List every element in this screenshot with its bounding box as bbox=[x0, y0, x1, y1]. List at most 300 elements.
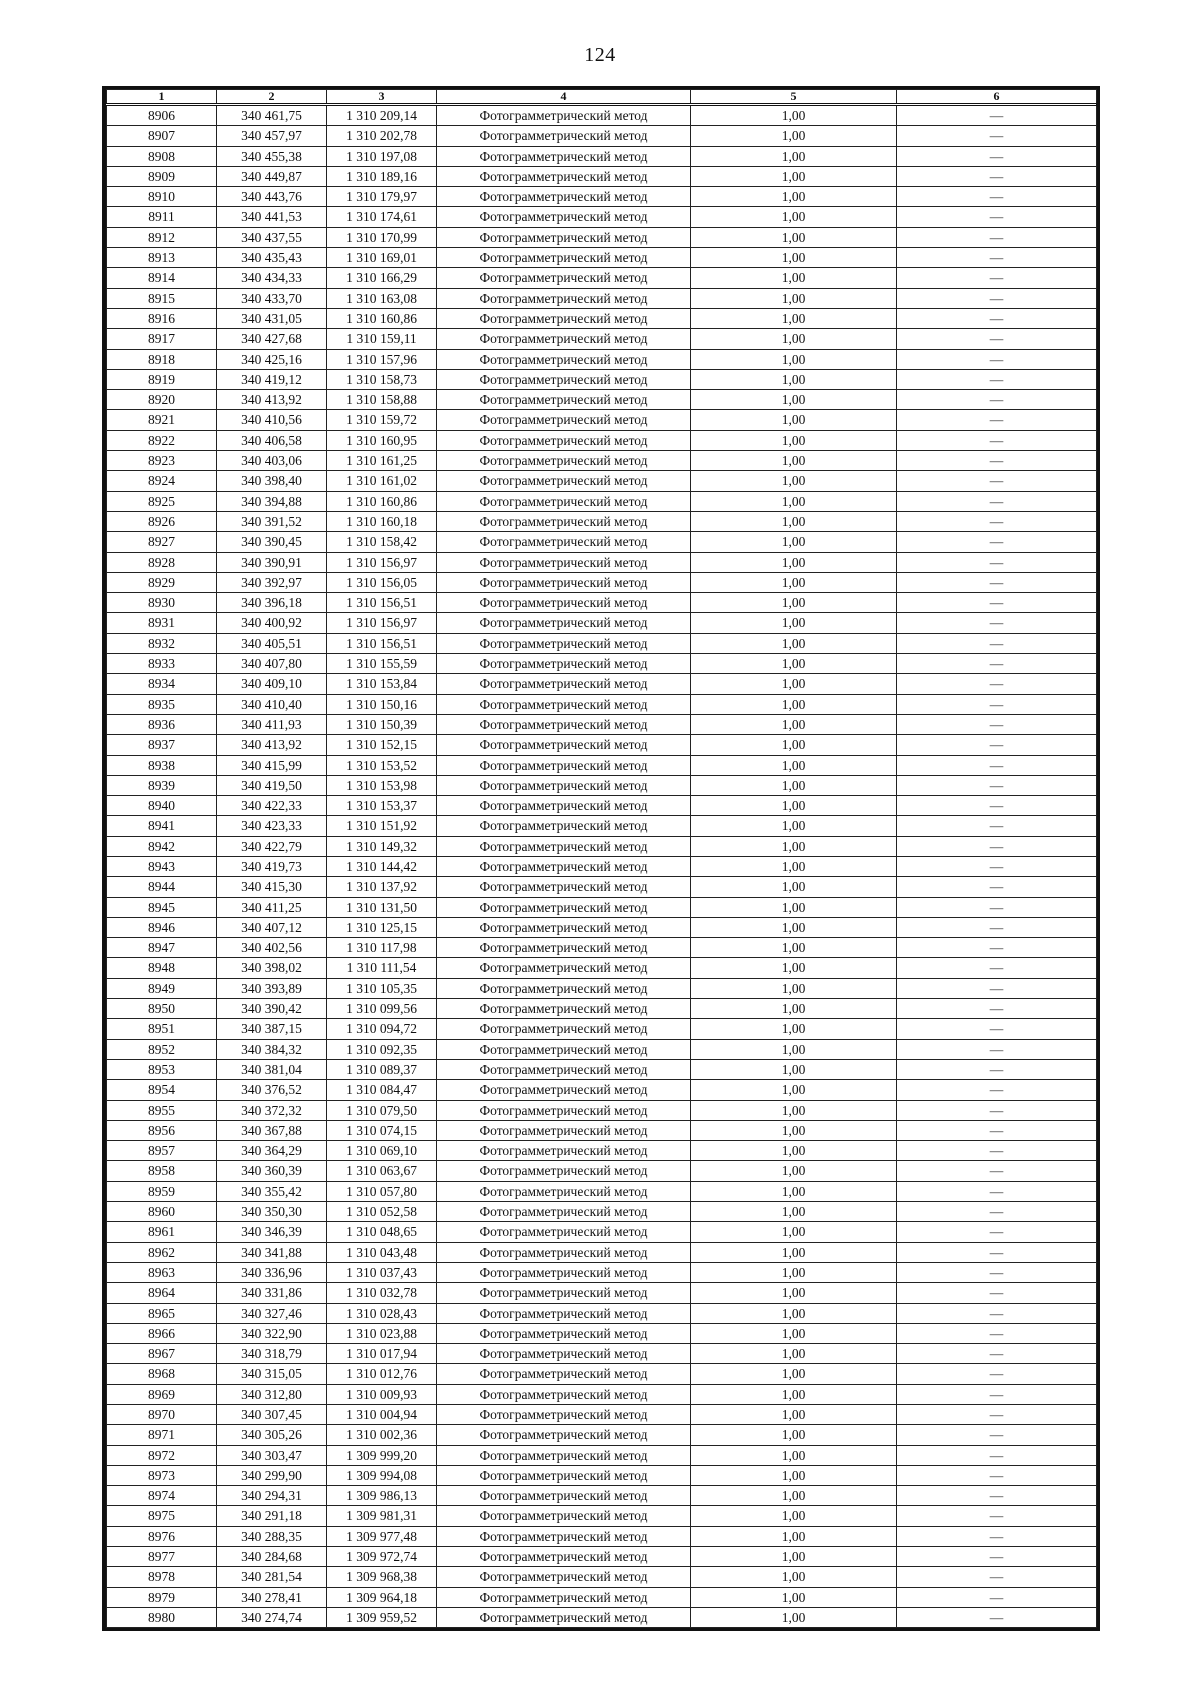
accuracy-cell: 1,00 bbox=[691, 288, 897, 308]
accuracy-cell: 1,00 bbox=[691, 978, 897, 998]
note-cell: — bbox=[897, 1364, 1097, 1384]
note-cell: — bbox=[897, 1181, 1097, 1201]
note-cell: — bbox=[897, 511, 1097, 531]
accuracy-cell: 1,00 bbox=[691, 1364, 897, 1384]
note-cell: — bbox=[897, 694, 1097, 714]
table-row bbox=[107, 1181, 1097, 1201]
note-cell: — bbox=[897, 654, 1097, 674]
y-coordinate-cell: 1 310 084,47 bbox=[327, 1080, 437, 1100]
y-coordinate-cell: 1 310 156,51 bbox=[327, 633, 437, 653]
table-row bbox=[107, 836, 1097, 856]
note-cell: — bbox=[897, 856, 1097, 876]
method-cell: Фотограмметрический метод bbox=[437, 1181, 691, 1201]
x-coordinate-cell: 340 364,29 bbox=[217, 1141, 327, 1161]
x-coordinate-cell: 340 455,38 bbox=[217, 146, 327, 166]
x-coordinate-cell: 340 274,74 bbox=[217, 1607, 327, 1627]
accuracy-cell: 1,00 bbox=[691, 1039, 897, 1059]
accuracy-cell: 1,00 bbox=[691, 308, 897, 328]
y-coordinate-cell: 1 310 105,35 bbox=[327, 978, 437, 998]
point-number-cell: 8950 bbox=[107, 999, 217, 1019]
accuracy-cell: 1,00 bbox=[691, 1384, 897, 1404]
accuracy-cell: 1,00 bbox=[691, 654, 897, 674]
point-number-cell: 8909 bbox=[107, 166, 217, 186]
note-cell: — bbox=[897, 816, 1097, 836]
accuracy-cell: 1,00 bbox=[691, 1547, 897, 1567]
method-cell: Фотограмметрический метод bbox=[437, 1202, 691, 1222]
method-cell: Фотограмметрический метод bbox=[437, 1344, 691, 1364]
note-cell: — bbox=[897, 1262, 1097, 1282]
accuracy-cell: 1,00 bbox=[691, 1465, 897, 1485]
x-coordinate-cell: 340 400,92 bbox=[217, 613, 327, 633]
note-cell: — bbox=[897, 227, 1097, 247]
note-cell: — bbox=[897, 166, 1097, 186]
x-coordinate-cell: 340 443,76 bbox=[217, 187, 327, 207]
table-row bbox=[107, 105, 1097, 126]
accuracy-cell: 1,00 bbox=[691, 694, 897, 714]
x-coordinate-cell: 340 431,05 bbox=[217, 308, 327, 328]
accuracy-cell: 1,00 bbox=[691, 1202, 897, 1222]
method-cell: Фотограмметрический метод bbox=[437, 1019, 691, 1039]
x-coordinate-cell: 340 422,79 bbox=[217, 836, 327, 856]
table-row bbox=[107, 1242, 1097, 1262]
point-number-cell: 8975 bbox=[107, 1506, 217, 1526]
point-number-cell: 8912 bbox=[107, 227, 217, 247]
table-row bbox=[107, 877, 1097, 897]
note-cell: — bbox=[897, 349, 1097, 369]
point-number-cell: 8944 bbox=[107, 877, 217, 897]
accuracy-cell: 1,00 bbox=[691, 1303, 897, 1323]
y-coordinate-cell: 1 310 094,72 bbox=[327, 1019, 437, 1039]
y-coordinate-cell: 1 310 170,99 bbox=[327, 227, 437, 247]
x-coordinate-cell: 340 423,33 bbox=[217, 816, 327, 836]
table-row bbox=[107, 1019, 1097, 1039]
table-row bbox=[107, 511, 1097, 531]
method-cell: Фотограмметрический метод bbox=[437, 958, 691, 978]
accuracy-cell: 1,00 bbox=[691, 1425, 897, 1445]
x-coordinate-cell: 340 350,30 bbox=[217, 1202, 327, 1222]
table-row bbox=[107, 1059, 1097, 1079]
table-row bbox=[107, 1364, 1097, 1384]
table-row bbox=[107, 308, 1097, 328]
accuracy-cell: 1,00 bbox=[691, 1262, 897, 1282]
method-cell: Фотограмметрический метод bbox=[437, 451, 691, 471]
note-cell: — bbox=[897, 1405, 1097, 1425]
method-cell: Фотограмметрический метод bbox=[437, 248, 691, 268]
point-number-cell: 8933 bbox=[107, 654, 217, 674]
point-number-cell: 8929 bbox=[107, 572, 217, 592]
point-number-cell: 8955 bbox=[107, 1100, 217, 1120]
note-cell: — bbox=[897, 613, 1097, 633]
x-coordinate-cell: 340 407,12 bbox=[217, 917, 327, 937]
point-number-cell: 8924 bbox=[107, 471, 217, 491]
note-cell: — bbox=[897, 1526, 1097, 1546]
note-cell: — bbox=[897, 369, 1097, 389]
point-number-cell: 8923 bbox=[107, 451, 217, 471]
point-number-cell: 8948 bbox=[107, 958, 217, 978]
x-coordinate-cell: 340 312,80 bbox=[217, 1384, 327, 1404]
method-cell: Фотограмметрический метод bbox=[437, 349, 691, 369]
column-header: 2 bbox=[217, 90, 327, 105]
method-cell: Фотограмметрический метод bbox=[437, 856, 691, 876]
accuracy-cell: 1,00 bbox=[691, 1344, 897, 1364]
x-coordinate-cell: 340 315,05 bbox=[217, 1364, 327, 1384]
point-number-cell: 8935 bbox=[107, 694, 217, 714]
point-number-cell: 8970 bbox=[107, 1405, 217, 1425]
note-cell: — bbox=[897, 1344, 1097, 1364]
point-number-cell: 8964 bbox=[107, 1283, 217, 1303]
point-number-cell: 8943 bbox=[107, 856, 217, 876]
method-cell: Фотограмметрический метод bbox=[437, 288, 691, 308]
point-number-cell: 8962 bbox=[107, 1242, 217, 1262]
method-cell: Фотограмметрический метод bbox=[437, 166, 691, 186]
x-coordinate-cell: 340 419,12 bbox=[217, 369, 327, 389]
y-coordinate-cell: 1 310 131,50 bbox=[327, 897, 437, 917]
method-cell: Фотограмметрический метод bbox=[437, 491, 691, 511]
y-coordinate-cell: 1 310 032,78 bbox=[327, 1283, 437, 1303]
x-coordinate-cell: 340 390,42 bbox=[217, 999, 327, 1019]
method-cell: Фотограмметрический метод bbox=[437, 633, 691, 653]
table-row bbox=[107, 1506, 1097, 1526]
accuracy-cell: 1,00 bbox=[691, 207, 897, 227]
table-row bbox=[107, 1283, 1097, 1303]
note-cell: — bbox=[897, 308, 1097, 328]
accuracy-cell: 1,00 bbox=[691, 126, 897, 146]
note-cell: — bbox=[897, 1039, 1097, 1059]
y-coordinate-cell: 1 310 009,93 bbox=[327, 1384, 437, 1404]
method-cell: Фотограмметрический метод bbox=[437, 1445, 691, 1465]
table-row bbox=[107, 1405, 1097, 1425]
x-coordinate-cell: 340 415,30 bbox=[217, 877, 327, 897]
table-row bbox=[107, 816, 1097, 836]
y-coordinate-cell: 1 310 028,43 bbox=[327, 1303, 437, 1323]
method-cell: Фотограмметрический метод bbox=[437, 917, 691, 937]
accuracy-cell: 1,00 bbox=[691, 1283, 897, 1303]
table-row bbox=[107, 938, 1097, 958]
y-coordinate-cell: 1 310 179,97 bbox=[327, 187, 437, 207]
accuracy-cell: 1,00 bbox=[691, 1587, 897, 1607]
y-coordinate-cell: 1 309 994,08 bbox=[327, 1465, 437, 1485]
table-row bbox=[107, 654, 1097, 674]
method-cell: Фотограмметрический метод bbox=[437, 1059, 691, 1079]
y-coordinate-cell: 1 310 092,35 bbox=[327, 1039, 437, 1059]
table-row bbox=[107, 593, 1097, 613]
x-coordinate-cell: 340 434,33 bbox=[217, 268, 327, 288]
x-coordinate-cell: 340 398,40 bbox=[217, 471, 327, 491]
note-cell: — bbox=[897, 938, 1097, 958]
point-number-cell: 8951 bbox=[107, 1019, 217, 1039]
method-cell: Фотограмметрический метод bbox=[437, 999, 691, 1019]
point-number-cell: 8937 bbox=[107, 735, 217, 755]
y-coordinate-cell: 1 310 111,54 bbox=[327, 958, 437, 978]
x-coordinate-cell: 340 402,56 bbox=[217, 938, 327, 958]
x-coordinate-cell: 340 341,88 bbox=[217, 1242, 327, 1262]
x-coordinate-cell: 340 376,52 bbox=[217, 1080, 327, 1100]
method-cell: Фотограмметрический метод bbox=[437, 105, 691, 126]
point-number-cell: 8979 bbox=[107, 1587, 217, 1607]
note-cell: — bbox=[897, 532, 1097, 552]
method-cell: Фотограмметрический метод bbox=[437, 1384, 691, 1404]
accuracy-cell: 1,00 bbox=[691, 593, 897, 613]
accuracy-cell: 1,00 bbox=[691, 1019, 897, 1039]
x-coordinate-cell: 340 403,06 bbox=[217, 451, 327, 471]
note-cell: — bbox=[897, 775, 1097, 795]
point-number-cell: 8925 bbox=[107, 491, 217, 511]
y-coordinate-cell: 1 310 048,65 bbox=[327, 1222, 437, 1242]
y-coordinate-cell: 1 310 079,50 bbox=[327, 1100, 437, 1120]
note-cell: — bbox=[897, 1242, 1097, 1262]
x-coordinate-cell: 340 336,96 bbox=[217, 1262, 327, 1282]
method-cell: Фотограмметрический метод bbox=[437, 1465, 691, 1485]
note-cell: — bbox=[897, 126, 1097, 146]
point-number-cell: 8918 bbox=[107, 349, 217, 369]
x-coordinate-cell: 340 457,97 bbox=[217, 126, 327, 146]
table-row bbox=[107, 390, 1097, 410]
header-row bbox=[107, 90, 1097, 105]
x-coordinate-cell: 340 410,56 bbox=[217, 410, 327, 430]
accuracy-cell: 1,00 bbox=[691, 755, 897, 775]
x-coordinate-cell: 340 303,47 bbox=[217, 1445, 327, 1465]
accuracy-cell: 1,00 bbox=[691, 1506, 897, 1526]
method-cell: Фотограмметрический метод bbox=[437, 1364, 691, 1384]
x-coordinate-cell: 340 372,32 bbox=[217, 1100, 327, 1120]
table-row bbox=[107, 735, 1097, 755]
note-cell: — bbox=[897, 105, 1097, 126]
method-cell: Фотограмметрический метод bbox=[437, 430, 691, 450]
accuracy-cell: 1,00 bbox=[691, 329, 897, 349]
accuracy-cell: 1,00 bbox=[691, 674, 897, 694]
point-number-cell: 8958 bbox=[107, 1161, 217, 1181]
accuracy-cell: 1,00 bbox=[691, 1141, 897, 1161]
x-coordinate-cell: 340 322,90 bbox=[217, 1323, 327, 1343]
method-cell: Фотограмметрический метод bbox=[437, 369, 691, 389]
x-coordinate-cell: 340 307,45 bbox=[217, 1405, 327, 1425]
x-coordinate-cell: 340 441,53 bbox=[217, 207, 327, 227]
accuracy-cell: 1,00 bbox=[691, 796, 897, 816]
y-coordinate-cell: 1 309 986,13 bbox=[327, 1486, 437, 1506]
y-coordinate-cell: 1 310 166,29 bbox=[327, 268, 437, 288]
point-number-cell: 8963 bbox=[107, 1262, 217, 1282]
table-row bbox=[107, 856, 1097, 876]
point-number-cell: 8926 bbox=[107, 511, 217, 531]
table-row bbox=[107, 146, 1097, 166]
method-cell: Фотограмметрический метод bbox=[437, 1323, 691, 1343]
note-cell: — bbox=[897, 430, 1097, 450]
accuracy-cell: 1,00 bbox=[691, 877, 897, 897]
table-row bbox=[107, 248, 1097, 268]
y-coordinate-cell: 1 310 144,42 bbox=[327, 856, 437, 876]
note-cell: — bbox=[897, 1567, 1097, 1587]
point-number-cell: 8971 bbox=[107, 1425, 217, 1445]
note-cell: — bbox=[897, 1425, 1097, 1445]
point-number-cell: 8939 bbox=[107, 775, 217, 795]
point-number-cell: 8930 bbox=[107, 593, 217, 613]
y-coordinate-cell: 1 310 149,32 bbox=[327, 836, 437, 856]
y-coordinate-cell: 1 310 004,94 bbox=[327, 1405, 437, 1425]
x-coordinate-cell: 340 390,91 bbox=[217, 552, 327, 572]
table-row bbox=[107, 1202, 1097, 1222]
accuracy-cell: 1,00 bbox=[691, 1526, 897, 1546]
y-coordinate-cell: 1 310 163,08 bbox=[327, 288, 437, 308]
point-number-cell: 8960 bbox=[107, 1202, 217, 1222]
method-cell: Фотограмметрический метод bbox=[437, 978, 691, 998]
y-coordinate-cell: 1 310 152,15 bbox=[327, 735, 437, 755]
y-coordinate-cell: 1 309 972,74 bbox=[327, 1547, 437, 1567]
x-coordinate-cell: 340 411,25 bbox=[217, 897, 327, 917]
method-cell: Фотограмметрический метод bbox=[437, 755, 691, 775]
accuracy-cell: 1,00 bbox=[691, 1607, 897, 1627]
page-number: 124 bbox=[584, 44, 616, 66]
point-number-cell: 8945 bbox=[107, 897, 217, 917]
x-coordinate-cell: 340 331,86 bbox=[217, 1283, 327, 1303]
accuracy-cell: 1,00 bbox=[691, 248, 897, 268]
method-cell: Фотограмметрический метод bbox=[437, 1161, 691, 1181]
coordinates-table-frame bbox=[102, 86, 1100, 1631]
x-coordinate-cell: 340 327,46 bbox=[217, 1303, 327, 1323]
y-coordinate-cell: 1 310 161,25 bbox=[327, 451, 437, 471]
table-row bbox=[107, 1465, 1097, 1485]
y-coordinate-cell: 1 310 160,86 bbox=[327, 308, 437, 328]
x-coordinate-cell: 340 387,15 bbox=[217, 1019, 327, 1039]
accuracy-cell: 1,00 bbox=[691, 1080, 897, 1100]
accuracy-cell: 1,00 bbox=[691, 511, 897, 531]
method-cell: Фотограмметрический метод bbox=[437, 1080, 691, 1100]
method-cell: Фотограмметрический метод bbox=[437, 877, 691, 897]
method-cell: Фотограмметрический метод bbox=[437, 471, 691, 491]
y-coordinate-cell: 1 310 043,48 bbox=[327, 1242, 437, 1262]
x-coordinate-cell: 340 406,58 bbox=[217, 430, 327, 450]
note-cell: — bbox=[897, 1486, 1097, 1506]
note-cell: — bbox=[897, 288, 1097, 308]
note-cell: — bbox=[897, 1059, 1097, 1079]
method-cell: Фотограмметрический метод bbox=[437, 1567, 691, 1587]
method-cell: Фотограмметрический метод bbox=[437, 1547, 691, 1567]
x-coordinate-cell: 340 284,68 bbox=[217, 1547, 327, 1567]
y-coordinate-cell: 1 310 153,84 bbox=[327, 674, 437, 694]
method-cell: Фотограмметрический метод bbox=[437, 308, 691, 328]
point-number-cell: 8977 bbox=[107, 1547, 217, 1567]
point-number-cell: 8972 bbox=[107, 1445, 217, 1465]
table-row bbox=[107, 126, 1097, 146]
x-coordinate-cell: 340 294,31 bbox=[217, 1486, 327, 1506]
point-number-cell: 8908 bbox=[107, 146, 217, 166]
method-cell: Фотограмметрический метод bbox=[437, 1425, 691, 1445]
accuracy-cell: 1,00 bbox=[691, 471, 897, 491]
x-coordinate-cell: 340 291,18 bbox=[217, 1506, 327, 1526]
method-cell: Фотограмметрический метод bbox=[437, 1526, 691, 1546]
note-cell: — bbox=[897, 1303, 1097, 1323]
x-coordinate-cell: 340 398,02 bbox=[217, 958, 327, 978]
note-cell: — bbox=[897, 755, 1097, 775]
x-coordinate-cell: 340 288,35 bbox=[217, 1526, 327, 1546]
y-coordinate-cell: 1 310 169,01 bbox=[327, 248, 437, 268]
point-number-cell: 8915 bbox=[107, 288, 217, 308]
table-row bbox=[107, 430, 1097, 450]
y-coordinate-cell: 1 310 074,15 bbox=[327, 1120, 437, 1140]
table-row bbox=[107, 532, 1097, 552]
note-cell: — bbox=[897, 451, 1097, 471]
table-row bbox=[107, 796, 1097, 816]
accuracy-cell: 1,00 bbox=[691, 105, 897, 126]
method-cell: Фотограмметрический метод bbox=[437, 1303, 691, 1323]
method-cell: Фотограмметрический метод bbox=[437, 1486, 691, 1506]
x-coordinate-cell: 340 422,33 bbox=[217, 796, 327, 816]
y-coordinate-cell: 1 309 964,18 bbox=[327, 1587, 437, 1607]
x-coordinate-cell: 340 449,87 bbox=[217, 166, 327, 186]
table-row bbox=[107, 1384, 1097, 1404]
accuracy-cell: 1,00 bbox=[691, 735, 897, 755]
point-number-cell: 8938 bbox=[107, 755, 217, 775]
table-row bbox=[107, 471, 1097, 491]
y-coordinate-cell: 1 310 117,98 bbox=[327, 938, 437, 958]
note-cell: — bbox=[897, 1323, 1097, 1343]
x-coordinate-cell: 340 410,40 bbox=[217, 694, 327, 714]
method-cell: Фотограмметрический метод bbox=[437, 1506, 691, 1526]
method-cell: Фотограмметрический метод bbox=[437, 938, 691, 958]
point-number-cell: 8956 bbox=[107, 1120, 217, 1140]
note-cell: — bbox=[897, 714, 1097, 734]
column-header: 4 bbox=[437, 90, 691, 105]
accuracy-cell: 1,00 bbox=[691, 187, 897, 207]
x-coordinate-cell: 340 411,93 bbox=[217, 714, 327, 734]
point-number-cell: 8931 bbox=[107, 613, 217, 633]
table-row bbox=[107, 187, 1097, 207]
x-coordinate-cell: 340 413,92 bbox=[217, 390, 327, 410]
point-number-cell: 8974 bbox=[107, 1486, 217, 1506]
y-coordinate-cell: 1 310 037,43 bbox=[327, 1262, 437, 1282]
note-cell: — bbox=[897, 187, 1097, 207]
point-number-cell: 8954 bbox=[107, 1080, 217, 1100]
note-cell: — bbox=[897, 633, 1097, 653]
y-coordinate-cell: 1 310 156,05 bbox=[327, 572, 437, 592]
table-row bbox=[107, 1039, 1097, 1059]
method-cell: Фотограмметрический метод bbox=[437, 572, 691, 592]
accuracy-cell: 1,00 bbox=[691, 1120, 897, 1140]
y-coordinate-cell: 1 310 209,14 bbox=[327, 105, 437, 126]
column-header: 5 bbox=[691, 90, 897, 105]
point-number-cell: 8922 bbox=[107, 430, 217, 450]
y-coordinate-cell: 1 309 999,20 bbox=[327, 1445, 437, 1465]
y-coordinate-cell: 1 310 150,39 bbox=[327, 714, 437, 734]
table-row bbox=[107, 1100, 1097, 1120]
point-number-cell: 8927 bbox=[107, 532, 217, 552]
method-cell: Фотограмметрический метод bbox=[437, 816, 691, 836]
accuracy-cell: 1,00 bbox=[691, 1405, 897, 1425]
accuracy-cell: 1,00 bbox=[691, 349, 897, 369]
table-row bbox=[107, 1262, 1097, 1282]
note-cell: — bbox=[897, 1384, 1097, 1404]
table-row bbox=[107, 207, 1097, 227]
point-number-cell: 8936 bbox=[107, 714, 217, 734]
method-cell: Фотограмметрический метод bbox=[437, 1283, 691, 1303]
point-number-cell: 8976 bbox=[107, 1526, 217, 1546]
y-coordinate-cell: 1 310 155,59 bbox=[327, 654, 437, 674]
point-number-cell: 8934 bbox=[107, 674, 217, 694]
accuracy-cell: 1,00 bbox=[691, 1567, 897, 1587]
point-number-cell: 8980 bbox=[107, 1607, 217, 1627]
y-coordinate-cell: 1 310 153,52 bbox=[327, 755, 437, 775]
accuracy-cell: 1,00 bbox=[691, 1222, 897, 1242]
point-number-cell: 8914 bbox=[107, 268, 217, 288]
method-cell: Фотограмметрический метод bbox=[437, 775, 691, 795]
table-row bbox=[107, 1425, 1097, 1445]
method-cell: Фотограмметрический метод bbox=[437, 654, 691, 674]
y-coordinate-cell: 1 310 160,86 bbox=[327, 491, 437, 511]
accuracy-cell: 1,00 bbox=[691, 268, 897, 288]
note-cell: — bbox=[897, 572, 1097, 592]
table-row bbox=[107, 674, 1097, 694]
note-cell: — bbox=[897, 1607, 1097, 1627]
note-cell: — bbox=[897, 390, 1097, 410]
